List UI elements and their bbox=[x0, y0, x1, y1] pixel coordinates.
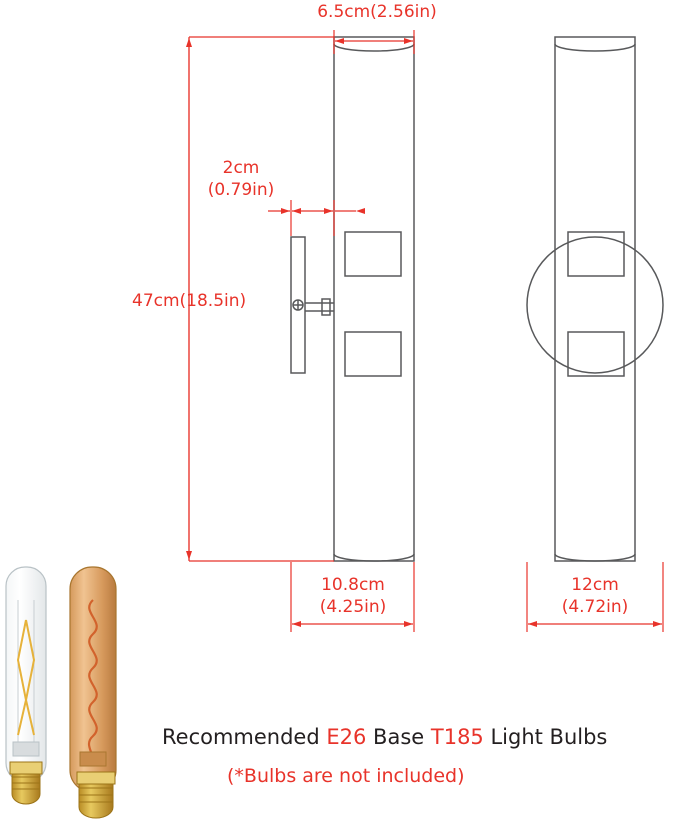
amber-t185-bulb bbox=[70, 567, 116, 818]
dim-label-height-total: 47cm(18.5in) bbox=[132, 291, 247, 311]
dimension-lines bbox=[189, 30, 663, 632]
caption-base-code: E26 bbox=[326, 725, 367, 749]
dim-label-width-side-line2: (4.72in) bbox=[561, 597, 629, 617]
caption-bulb-type: T185 bbox=[430, 725, 484, 749]
clear-t185-bulb bbox=[6, 567, 46, 804]
dim-label-width-front-line2: (4.25in) bbox=[319, 597, 387, 617]
dim-label-width-top: 6.5cm(2.56in) bbox=[317, 2, 437, 22]
caption-suffix: Light Bulbs bbox=[483, 725, 608, 749]
front-view-lamp bbox=[291, 37, 414, 561]
caption-middle: Base bbox=[366, 725, 431, 749]
caption-prefix: Recommended bbox=[162, 725, 327, 749]
bulbs-not-included-note: (*Bulbs are not included) bbox=[227, 765, 465, 787]
dim-label-width-side-line1: 12cm bbox=[571, 575, 619, 595]
side-view-lamp bbox=[527, 37, 663, 561]
dim-label-depth-line1: 2cm bbox=[222, 158, 260, 178]
dim-label-width-front-line1: 10.8cm bbox=[321, 575, 385, 595]
recommended-bulb-caption bbox=[162, 725, 607, 749]
dim-label-depth-line2: (0.79in) bbox=[207, 180, 275, 200]
